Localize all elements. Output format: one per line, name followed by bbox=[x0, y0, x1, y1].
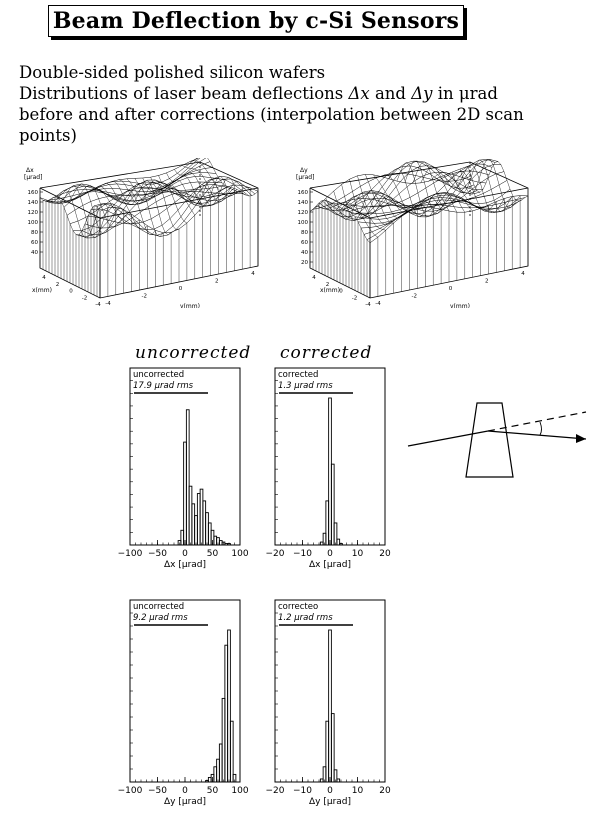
ytick-label: -2 bbox=[141, 293, 147, 300]
xtick-label: −10 bbox=[293, 549, 312, 559]
deflected-beam bbox=[488, 431, 586, 439]
xtick-label: 100 bbox=[231, 549, 249, 559]
ztick-label: 20 bbox=[301, 260, 308, 266]
xtick-label: −20 bbox=[265, 786, 285, 796]
zticks bbox=[298, 190, 314, 266]
description-line-1: Double-sided polished silicon wafers bbox=[19, 63, 326, 82]
yticks bbox=[105, 271, 255, 307]
xtick-label: −20 bbox=[265, 549, 285, 559]
legend-label: uncorrected bbox=[133, 602, 185, 612]
ztick-label: 140 bbox=[297, 200, 308, 206]
desc-dx: Δx bbox=[348, 84, 370, 103]
histogram-dx-uncorrected bbox=[113, 365, 263, 575]
xtick-label: 2 bbox=[325, 281, 330, 288]
xtick-label: 10 bbox=[351, 549, 364, 559]
legend-label: corrected bbox=[278, 370, 319, 380]
xtick-label: -2 bbox=[351, 295, 358, 302]
histogram-dy-uncorrected bbox=[113, 597, 263, 812]
xtick-label: 50 bbox=[206, 786, 219, 796]
ytick-label: 0 bbox=[178, 286, 183, 292]
zunit: [μrad] bbox=[24, 174, 43, 181]
desc-text: Distributions of laser beam deflections bbox=[19, 84, 349, 103]
ztick-label: 80 bbox=[31, 230, 38, 236]
surface-mesh bbox=[40, 158, 258, 298]
ztick-label: 100 bbox=[27, 220, 38, 226]
xtick-label: −50 bbox=[148, 549, 167, 559]
histogram-dy-corrected bbox=[258, 597, 408, 812]
plot-frame bbox=[275, 600, 385, 782]
ztick-label: 60 bbox=[31, 240, 38, 246]
xtick-label: 100 bbox=[231, 786, 249, 796]
ytick-label: 2 bbox=[485, 278, 489, 285]
ztick-label: 60 bbox=[301, 240, 308, 246]
description bbox=[19, 62, 579, 146]
ytick-label: 2 bbox=[215, 278, 219, 285]
xtick-label: 0 bbox=[69, 288, 73, 295]
rms-label: 9.2 μrad rms bbox=[133, 613, 188, 623]
desc-text: in bbox=[432, 84, 459, 103]
surface-mesh bbox=[310, 159, 528, 298]
mesh-line bbox=[373, 175, 433, 208]
handwritten-corrected: corrected bbox=[280, 343, 373, 363]
xtick-label: -4 bbox=[365, 302, 371, 308]
xtick-label: 0 bbox=[339, 288, 343, 295]
ylabel: y(mm) bbox=[450, 303, 470, 308]
plot-frame bbox=[130, 600, 240, 782]
mesh-line bbox=[43, 158, 201, 204]
deflection-angle-arc bbox=[540, 422, 542, 435]
xtick-label: -2 bbox=[81, 295, 88, 302]
xtick-label: 0 bbox=[182, 786, 188, 796]
ztick-label: 40 bbox=[31, 250, 38, 256]
ytick-label: -4 bbox=[105, 301, 111, 307]
beam-deflection-diagram bbox=[400, 395, 600, 490]
ztick-label: 140 bbox=[27, 200, 38, 206]
xtick-label: 20 bbox=[379, 786, 391, 796]
xtick-label: −100 bbox=[117, 786, 143, 796]
ztick-label: 80 bbox=[301, 230, 308, 236]
xlabel: x(mm) bbox=[32, 287, 52, 294]
rms-label: 17.9 μrad rms bbox=[133, 381, 194, 391]
mesh-line bbox=[103, 183, 163, 236]
mesh-line bbox=[52, 162, 210, 199]
xtick-label: −10 bbox=[293, 786, 312, 796]
xtick-label: 50 bbox=[206, 549, 219, 559]
ytick-label: -4 bbox=[375, 301, 381, 307]
xtick-label: 4 bbox=[312, 275, 316, 281]
zunit: [μrad] bbox=[296, 174, 315, 181]
histogram-dx-corrected bbox=[258, 365, 408, 575]
axis-xlabel: Δx [μrad] bbox=[163, 560, 207, 570]
undeflected-path bbox=[488, 412, 586, 431]
rms-label: 1.3 μrad rms bbox=[278, 381, 333, 391]
axis-xlabel: Δx [μrad] bbox=[308, 560, 352, 570]
surface-plot-dy bbox=[290, 158, 550, 308]
ztick-label: 120 bbox=[297, 210, 308, 216]
wafer-trapezoid bbox=[466, 403, 513, 477]
zticks bbox=[28, 190, 44, 256]
legend-label: uncorrected bbox=[133, 370, 185, 380]
surface-plot-dx bbox=[20, 158, 280, 308]
legend-label: correcteo bbox=[278, 602, 319, 612]
histogram-bar bbox=[230, 721, 233, 782]
axis-xlabel: Δy [μrad] bbox=[163, 797, 207, 807]
ylabel: y(mm) bbox=[180, 303, 200, 308]
xtick-label: 0 bbox=[327, 786, 333, 796]
description-line-4: points) bbox=[19, 126, 77, 145]
xtick-label: 0 bbox=[327, 549, 333, 559]
desc-text: and bbox=[369, 84, 412, 103]
ytick-label: 0 bbox=[448, 286, 453, 292]
ytick-label: 4 bbox=[521, 271, 525, 277]
page-title: Beam Deflection by c-Si Sensors bbox=[52, 8, 460, 34]
title-box bbox=[48, 5, 464, 37]
surface-frame bbox=[310, 162, 528, 298]
incoming-beam bbox=[408, 431, 488, 446]
desc-dy: Δy bbox=[411, 84, 433, 103]
xtick-label: -4 bbox=[95, 302, 101, 308]
ytick-label: 4 bbox=[251, 271, 255, 277]
xtick-label: 0 bbox=[182, 549, 188, 559]
plot-frame bbox=[275, 368, 385, 545]
xtick-label: 20 bbox=[379, 549, 391, 559]
ztick-label: 40 bbox=[301, 250, 308, 256]
mesh-line bbox=[334, 164, 492, 208]
xtick-label: 2 bbox=[55, 281, 60, 288]
rms-label: 1.2 μrad rms bbox=[278, 613, 333, 623]
xtick-label: 4 bbox=[42, 275, 46, 281]
ytick-label: -2 bbox=[411, 293, 417, 300]
desc-unit: μrad bbox=[458, 84, 498, 103]
zlabel: Δx bbox=[26, 167, 34, 174]
xtick-label: −50 bbox=[148, 786, 167, 796]
xtick-label: 10 bbox=[351, 786, 364, 796]
handwritten-uncorrected: uncorrected bbox=[135, 343, 252, 363]
yticks bbox=[375, 271, 525, 307]
ztick-label: 100 bbox=[297, 220, 308, 226]
ztick-label: 160 bbox=[27, 190, 38, 196]
plot-frame bbox=[130, 368, 240, 545]
description-line-3: before and after corrections (interpolation between 2D scan bbox=[19, 105, 524, 124]
ztick-label: 160 bbox=[297, 190, 308, 196]
zlabel: Δy bbox=[300, 167, 308, 174]
axis-xlabel: Δy [μrad] bbox=[308, 797, 352, 807]
xlabel: x(mm) bbox=[320, 287, 340, 294]
arrow-head bbox=[576, 434, 586, 443]
xtick-label: −100 bbox=[117, 549, 143, 559]
ztick-label: 120 bbox=[27, 210, 38, 216]
description-line-2 bbox=[19, 83, 579, 104]
